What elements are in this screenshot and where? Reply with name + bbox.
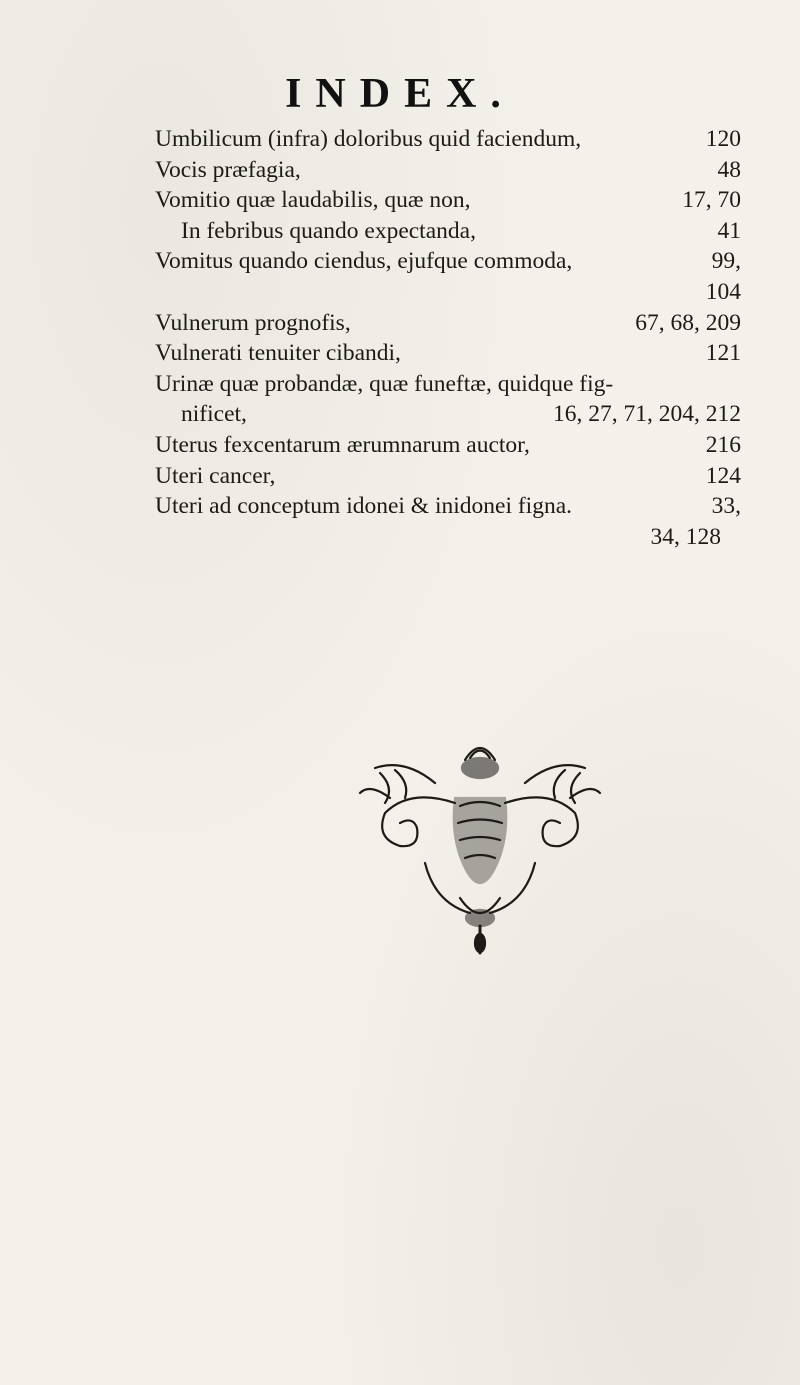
entry-pages: 17, 70	[682, 187, 741, 214]
floral-tailpiece-ornament	[355, 728, 605, 958]
entry-pages: 124	[705, 462, 741, 489]
index-entry	[155, 308, 741, 339]
entry-pages: 99,	[711, 248, 741, 275]
index-entry	[155, 185, 741, 216]
index-entry	[155, 124, 741, 155]
index-entry	[155, 430, 741, 461]
index-entry	[155, 246, 741, 277]
entry-pages: 41	[717, 217, 741, 244]
entry-pages: 48	[717, 156, 741, 183]
index-entry	[155, 461, 741, 492]
entry-text: Vomitus quando ciendus, ejufque commoda,	[155, 248, 573, 275]
index-entry-continuation	[155, 277, 741, 308]
index-entry	[155, 491, 741, 522]
entry-text: Urinæ quæ probandæ, quæ funeftæ, quidque fig-	[155, 370, 614, 397]
entry-text: nificet,	[181, 401, 247, 428]
entry-pages: 33,	[711, 493, 741, 520]
index-entry	[155, 155, 741, 186]
index-entry-continuation	[155, 399, 741, 430]
entry-text: Uteri cancer,	[155, 462, 276, 489]
index-entry	[155, 338, 741, 369]
index-entries	[155, 124, 741, 552]
index-entry	[155, 216, 741, 247]
entry-pages: 104	[705, 278, 741, 305]
entry-pages: 34, 128	[650, 523, 721, 550]
entry-text: Vulnerati tenuiter cibandi,	[155, 340, 401, 367]
entry-text: Vulnerum prognofis,	[155, 309, 351, 336]
entry-text: Uteri ad conceptum idonei & inidonei figna.	[155, 493, 573, 520]
entry-pages: 121	[705, 340, 741, 367]
entry-text: Vocis præfagia,	[155, 156, 301, 183]
index-heading: INDEX.	[285, 71, 515, 117]
entry-pages: 67, 68, 209	[635, 309, 741, 336]
index-entry	[155, 369, 741, 400]
entry-text: Umbilicum (infra) doloribus quid faciendum,	[155, 126, 582, 152]
entry-text: In febribus quando expectanda,	[181, 217, 476, 244]
entry-text: Vomitio quæ laudabilis, quæ non,	[155, 187, 471, 214]
entry-pages: 120	[705, 126, 741, 152]
entry-text: Uterus fexcentarum ærumnarum auctor,	[155, 431, 530, 458]
index-entry-continuation	[155, 522, 741, 553]
entry-pages: 216	[705, 431, 741, 458]
entry-pages: 16, 27, 71, 204, 212	[553, 401, 741, 428]
